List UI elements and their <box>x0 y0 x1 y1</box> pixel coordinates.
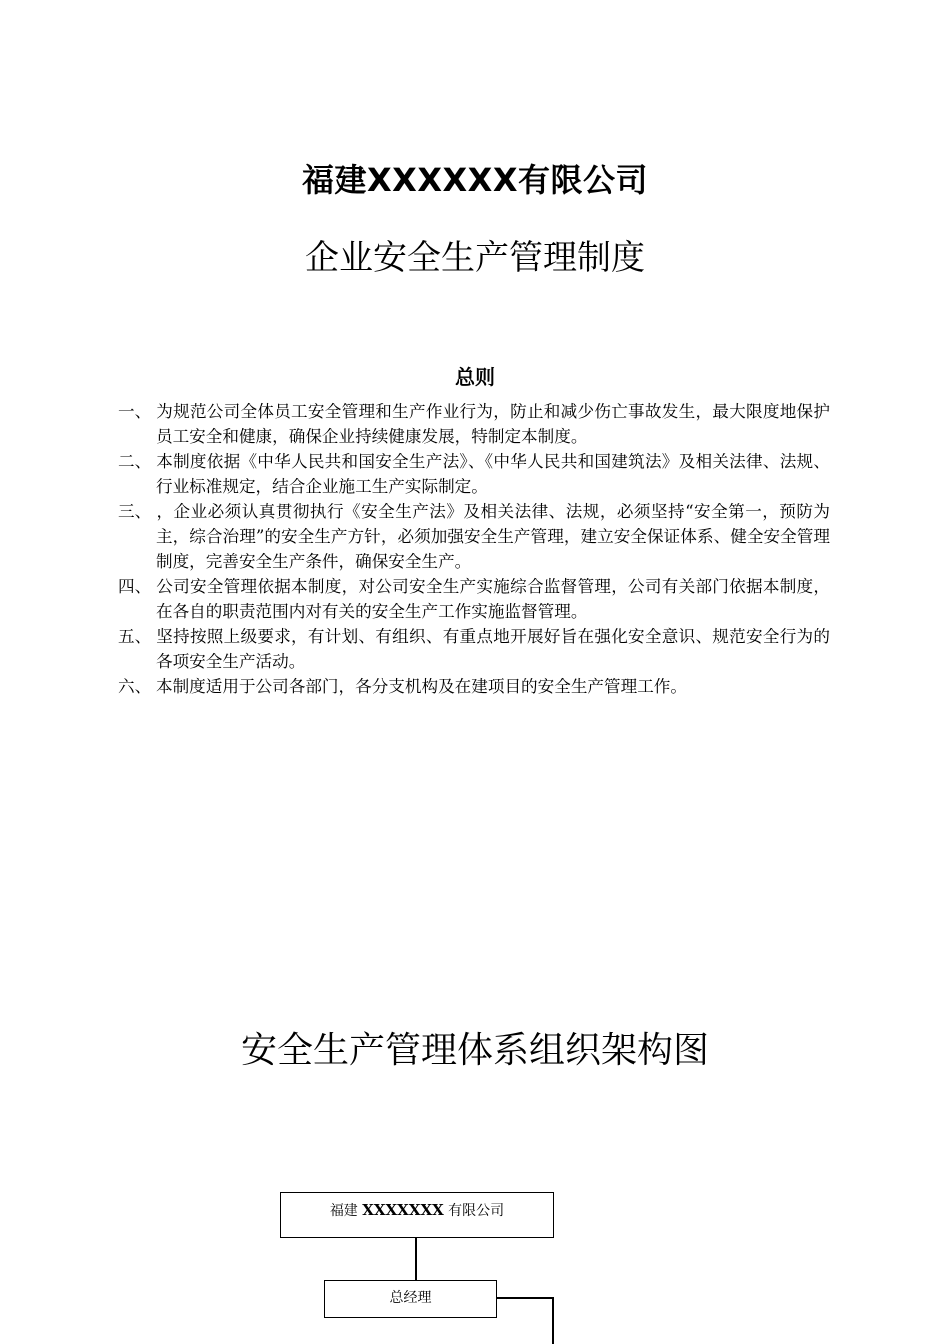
clause-text: 为规范公司全体员工安全管理和生产作业行为，防止和减少伤亡事故发生，最大限度地保护员工安全和健康，确保企业持续健康发展，特制定本制度。 <box>156 402 830 446</box>
clause-number: 六、 <box>118 677 152 696</box>
clause-text: 坚持按照上级要求，有计划、有组织、有重点地开展好旨在强化安全意识、规范安全行为的各项安全生产活动。 <box>156 627 830 671</box>
clause-text: 本制度依据《中华人民共和国安全生产法》、《中华人民共和国建筑法》及相关法律、法规、行业标准规定，结合企业施工生产实际制定。 <box>156 452 830 496</box>
org-node-general-manager-label: 总经理 <box>389 1290 432 1306</box>
section-title-general-provisions: 总则 <box>455 365 495 389</box>
clause-item <box>118 674 830 699</box>
clause-number: 三、 <box>118 502 152 521</box>
clause-list <box>118 399 830 699</box>
company-title: 福建XXXXXX有限公司 <box>301 161 649 199</box>
org-node-company-label <box>330 1203 504 1219</box>
org-node-general-manager <box>324 1280 497 1318</box>
clause-number: 二、 <box>118 452 152 471</box>
org-connector-company-to-gm <box>415 1238 417 1280</box>
clause-item <box>118 399 830 449</box>
document-title: 企业安全生产管理制度 <box>305 238 645 278</box>
clause-number: 一、 <box>118 402 152 421</box>
org-node-company <box>280 1192 554 1238</box>
clause-text: ，企业必须认真贯彻执行《安全生产法》及相关法律、法规，必须坚持“安全第一，预防为主，综合治理”的安全生产方针，必须加强安全生产管理，建立安全保证体系、健全安全管理制度，完善安全生产条件，确保安全生产。 <box>156 502 830 571</box>
clause-item <box>118 624 830 674</box>
clause-text: 公司安全管理依据本制度，对公司安全生产实施综合监督管理，公司有关部门依据本制度，在各自的职责范围内对有关的安全生产工作实施监督管理。 <box>156 577 830 621</box>
org-connector-gm-branch-vertical <box>552 1297 554 1344</box>
company-name-suffix: 有限公司 <box>443 1203 505 1219</box>
company-name-code: XXXXXXX <box>362 1201 444 1219</box>
clause-number: 五、 <box>118 627 152 646</box>
company-name-prefix: 福建 <box>329 1203 363 1219</box>
org-connector-gm-branch-horizontal <box>497 1297 554 1299</box>
clause-item <box>118 574 830 624</box>
clause-text: 本制度适用于公司各部门，各分支机构及在建项目的安全生产管理工作。 <box>156 677 687 696</box>
clause-item <box>118 499 830 574</box>
clause-item <box>118 449 830 499</box>
org-chart-title: 安全生产管理体系组织架构图 <box>240 1030 709 1071</box>
clause-number: 四、 <box>118 577 152 596</box>
